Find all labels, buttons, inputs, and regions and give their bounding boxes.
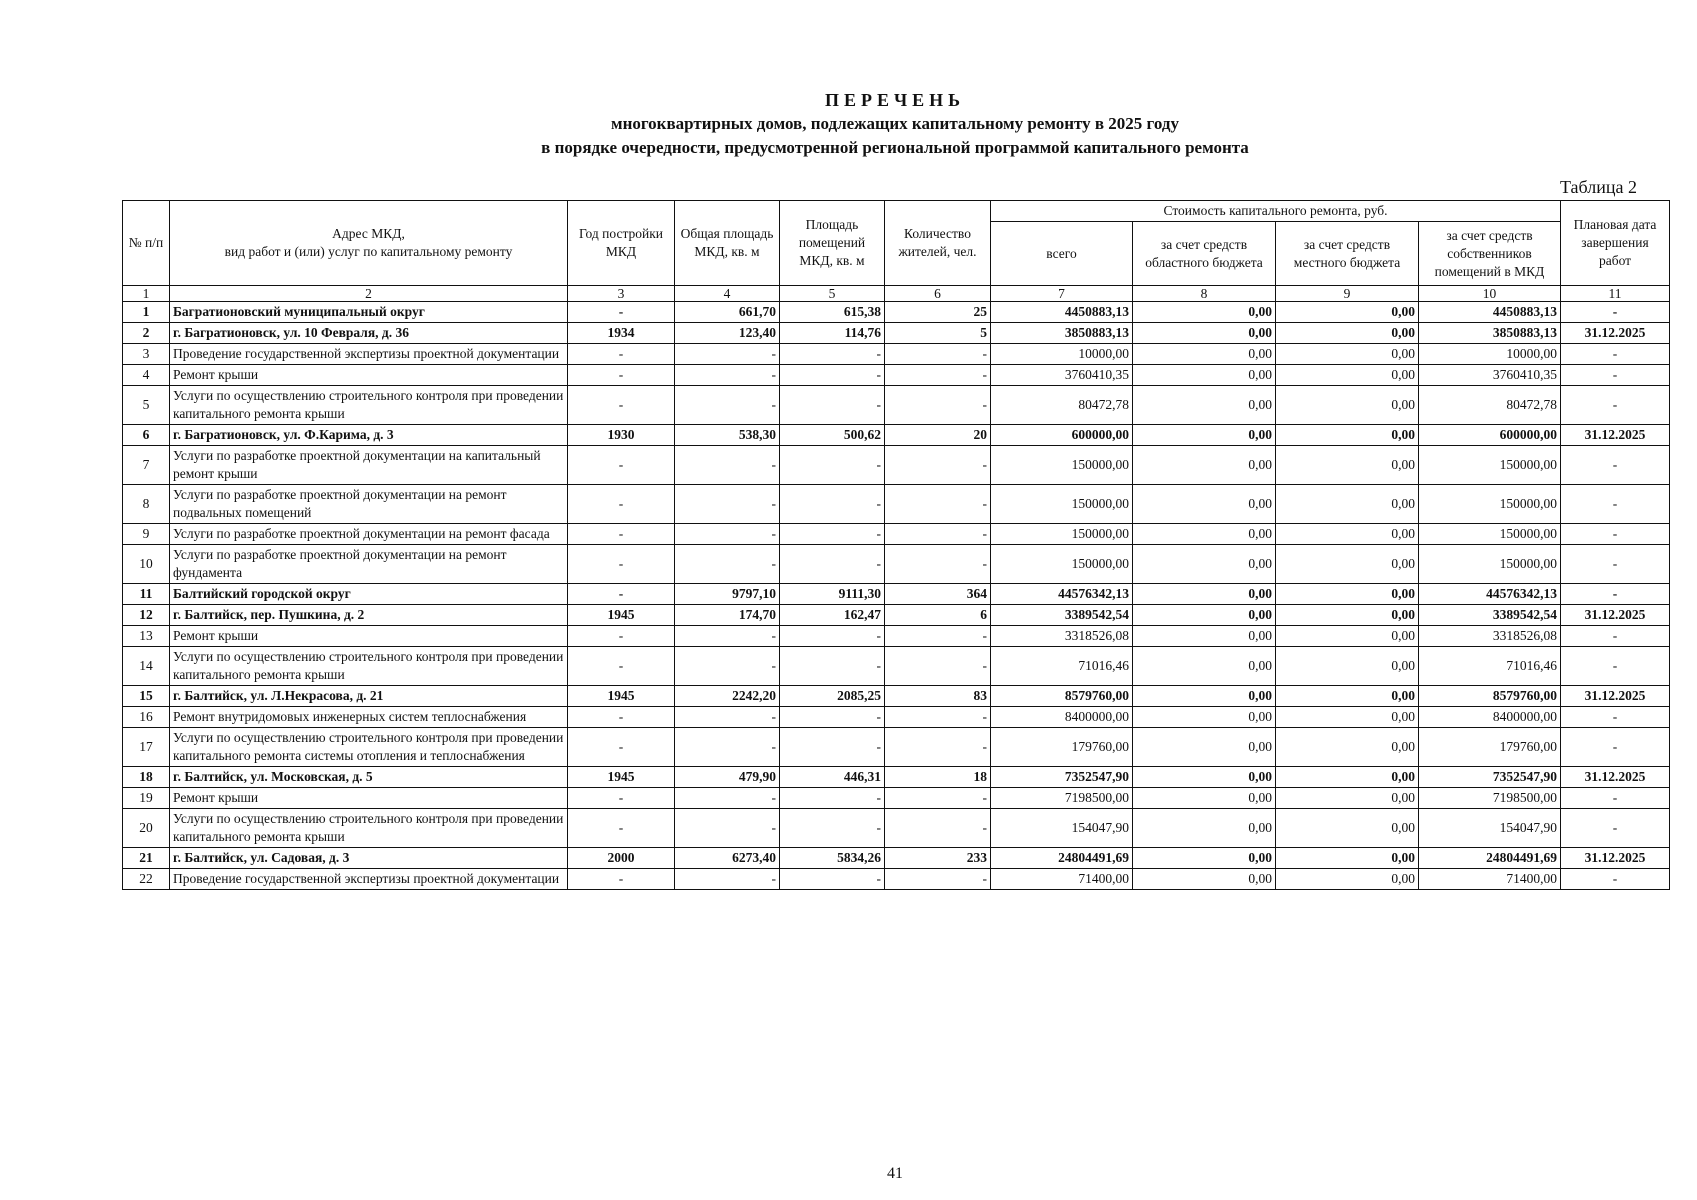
row-number: 12: [123, 605, 170, 626]
planned-date-cell: -: [1561, 302, 1670, 323]
header-premises-area: Площадь помещений МКД, кв. м: [780, 201, 885, 286]
premises-area-cell: -: [780, 344, 885, 365]
local-cost-cell: 0,00: [1276, 446, 1419, 485]
table-label: Таблица 2: [1560, 177, 1637, 197]
planned-date-cell: -: [1561, 386, 1670, 425]
total-cost-cell: 150000,00: [991, 485, 1133, 524]
regional-cost-cell: 0,00: [1133, 809, 1276, 848]
year-cell: 2000: [568, 848, 675, 869]
table-row: [123, 425, 1670, 446]
year-cell: 1945: [568, 605, 675, 626]
total-cost-cell: 154047,90: [991, 809, 1133, 848]
total-cost-cell: 80472,78: [991, 386, 1133, 425]
row-number: 18: [123, 767, 170, 788]
column-number: 11: [1561, 286, 1670, 302]
row-number: 16: [123, 707, 170, 728]
residents-cell: -: [885, 344, 991, 365]
table-header: [123, 201, 1670, 302]
regional-cost-cell: 0,00: [1133, 386, 1276, 425]
local-cost-cell: 0,00: [1276, 788, 1419, 809]
regional-cost-cell: 0,00: [1133, 728, 1276, 767]
local-cost-cell: 0,00: [1276, 386, 1419, 425]
total-area-cell: -: [675, 626, 780, 647]
regional-cost-cell: 0,00: [1133, 626, 1276, 647]
premises-area-cell: -: [780, 869, 885, 890]
premises-area-cell: -: [780, 386, 885, 425]
planned-date-cell: 31.12.2025: [1561, 605, 1670, 626]
year-cell: -: [568, 584, 675, 605]
regional-cost-cell: 0,00: [1133, 848, 1276, 869]
total-cost-cell: 71400,00: [991, 869, 1133, 890]
address-cell: Услуги по осуществлению строительного контроля при проведении капитального ремонта системы отопления и теплоснабжения: [170, 728, 568, 767]
address-cell: г. Балтийск, ул. Садовая, д. 3: [170, 848, 568, 869]
total-cost-cell: 7352547,90: [991, 767, 1133, 788]
total-area-cell: 6273,40: [675, 848, 780, 869]
local-cost-cell: 0,00: [1276, 809, 1419, 848]
owners-cost-cell: 150000,00: [1419, 485, 1561, 524]
local-cost-cell: 0,00: [1276, 545, 1419, 584]
total-cost-cell: 44576342,13: [991, 584, 1133, 605]
premises-area-cell: 446,31: [780, 767, 885, 788]
local-cost-cell: 0,00: [1276, 485, 1419, 524]
total-cost-cell: 600000,00: [991, 425, 1133, 446]
total-area-cell: -: [675, 809, 780, 848]
total-area-cell: 538,30: [675, 425, 780, 446]
column-number: 3: [568, 286, 675, 302]
table-row: [123, 485, 1670, 524]
row-number: 13: [123, 626, 170, 647]
owners-cost-cell: 8400000,00: [1419, 707, 1561, 728]
row-number: 10: [123, 545, 170, 584]
document-title: [0, 88, 1697, 160]
row-number: 2: [123, 323, 170, 344]
owners-cost-cell: 7352547,90: [1419, 767, 1561, 788]
row-number: 1: [123, 302, 170, 323]
address-cell: Услуги по осуществлению строительного контроля при проведении капитального ремонта крыши: [170, 809, 568, 848]
owners-cost-cell: 150000,00: [1419, 545, 1561, 584]
residents-cell: -: [885, 707, 991, 728]
address-cell: Ремонт крыши: [170, 365, 568, 386]
local-cost-cell: 0,00: [1276, 323, 1419, 344]
column-number-row: [123, 286, 1670, 302]
total-area-cell: 661,70: [675, 302, 780, 323]
premises-area-cell: -: [780, 446, 885, 485]
address-cell: Проведение государственной экспертизы проектной документации: [170, 869, 568, 890]
column-number: 5: [780, 286, 885, 302]
owners-cost-cell: 179760,00: [1419, 728, 1561, 767]
planned-date-cell: -: [1561, 647, 1670, 686]
residents-cell: 83: [885, 686, 991, 707]
row-number: 20: [123, 809, 170, 848]
header-residents: Количество жителей, чел.: [885, 201, 991, 286]
premises-area-cell: -: [780, 545, 885, 584]
year-cell: -: [568, 344, 675, 365]
year-cell: -: [568, 707, 675, 728]
regional-cost-cell: 0,00: [1133, 707, 1276, 728]
premises-area-cell: 2085,25: [780, 686, 885, 707]
total-area-cell: -: [675, 365, 780, 386]
residents-cell: 364: [885, 584, 991, 605]
total-area-cell: -: [675, 869, 780, 890]
table-row: [123, 767, 1670, 788]
residents-cell: 25: [885, 302, 991, 323]
total-cost-cell: 71016,46: [991, 647, 1133, 686]
row-number: 14: [123, 647, 170, 686]
address-cell: Услуги по осуществлению строительного контроля при проведении капитального ремонта крыши: [170, 647, 568, 686]
row-number: 21: [123, 848, 170, 869]
row-number: 7: [123, 446, 170, 485]
owners-cost-cell: 3318526,08: [1419, 626, 1561, 647]
total-cost-cell: 3760410,35: [991, 365, 1133, 386]
total-area-cell: -: [675, 386, 780, 425]
regional-cost-cell: 0,00: [1133, 545, 1276, 584]
table-row: [123, 584, 1670, 605]
year-cell: -: [568, 869, 675, 890]
residents-cell: 20: [885, 425, 991, 446]
header-regional: за счет средств областного бюджета: [1133, 222, 1276, 286]
regional-cost-cell: 0,00: [1133, 767, 1276, 788]
residents-cell: -: [885, 869, 991, 890]
total-cost-cell: 3318526,08: [991, 626, 1133, 647]
premises-area-cell: -: [780, 728, 885, 767]
total-area-cell: -: [675, 728, 780, 767]
planned-date-cell: 31.12.2025: [1561, 767, 1670, 788]
planned-date-cell: 31.12.2025: [1561, 848, 1670, 869]
premises-area-cell: -: [780, 485, 885, 524]
total-area-cell: 479,90: [675, 767, 780, 788]
regional-cost-cell: 0,00: [1133, 365, 1276, 386]
address-cell: Услуги по осуществлению строительного контроля при проведении капитального ремонта крыши: [170, 386, 568, 425]
total-area-cell: 174,70: [675, 605, 780, 626]
address-cell: Проведение государственной экспертизы проектной документации: [170, 344, 568, 365]
table-row: [123, 626, 1670, 647]
premises-area-cell: -: [780, 524, 885, 545]
local-cost-cell: 0,00: [1276, 767, 1419, 788]
total-cost-cell: 150000,00: [991, 446, 1133, 485]
total-cost-cell: 8579760,00: [991, 686, 1133, 707]
total-cost-cell: 24804491,69: [991, 848, 1133, 869]
address-cell: г. Багратионовск, ул. Ф.Карима, д. 3: [170, 425, 568, 446]
page-number: 41: [887, 1165, 903, 1182]
premises-area-cell: -: [780, 707, 885, 728]
regional-cost-cell: 0,00: [1133, 302, 1276, 323]
total-area-cell: 9797,10: [675, 584, 780, 605]
total-area-cell: 2242,20: [675, 686, 780, 707]
planned-date-cell: 31.12.2025: [1561, 686, 1670, 707]
table-row: [123, 524, 1670, 545]
total-cost-cell: 179760,00: [991, 728, 1133, 767]
premises-area-cell: 9111,30: [780, 584, 885, 605]
local-cost-cell: 0,00: [1276, 686, 1419, 707]
column-number: 10: [1419, 286, 1561, 302]
residents-cell: -: [885, 809, 991, 848]
local-cost-cell: 0,00: [1276, 425, 1419, 446]
regional-cost-cell: 0,00: [1133, 788, 1276, 809]
table-row: [123, 545, 1670, 584]
column-number: 1: [123, 286, 170, 302]
residents-cell: -: [885, 386, 991, 425]
year-cell: 1945: [568, 767, 675, 788]
column-number: 2: [170, 286, 568, 302]
address-cell: Ремонт крыши: [170, 626, 568, 647]
total-area-cell: -: [675, 344, 780, 365]
year-cell: -: [568, 728, 675, 767]
residents-cell: -: [885, 788, 991, 809]
owners-cost-cell: 80472,78: [1419, 386, 1561, 425]
local-cost-cell: 0,00: [1276, 848, 1419, 869]
residents-cell: -: [885, 626, 991, 647]
total-cost-cell: 150000,00: [991, 545, 1133, 584]
premises-area-cell: -: [780, 365, 885, 386]
planned-date-cell: 31.12.2025: [1561, 323, 1670, 344]
total-cost-cell: 150000,00: [991, 524, 1133, 545]
owners-cost-cell: 3760410,35: [1419, 365, 1561, 386]
year-cell: 1934: [568, 323, 675, 344]
address-cell: Ремонт внутридомовых инженерных систем теплоснабжения: [170, 707, 568, 728]
planned-date-cell: 31.12.2025: [1561, 425, 1670, 446]
header-total-area: Общая площадь МКД, кв. м: [675, 201, 780, 286]
header-cost-group: Стоимость капитального ремонта, руб.: [991, 201, 1561, 222]
column-number: 7: [991, 286, 1133, 302]
local-cost-cell: 0,00: [1276, 524, 1419, 545]
year-cell: -: [568, 788, 675, 809]
residents-cell: -: [885, 485, 991, 524]
total-cost-cell: 7198500,00: [991, 788, 1133, 809]
total-cost-cell: 3850883,13: [991, 323, 1133, 344]
total-cost-cell: 10000,00: [991, 344, 1133, 365]
header-num: № п/п: [123, 201, 170, 286]
residents-cell: 5: [885, 323, 991, 344]
residents-cell: -: [885, 446, 991, 485]
local-cost-cell: 0,00: [1276, 344, 1419, 365]
total-area-cell: -: [675, 707, 780, 728]
address-cell: Услуги по разработке проектной документации на ремонт подвальных помещений: [170, 485, 568, 524]
owners-cost-cell: 150000,00: [1419, 446, 1561, 485]
total-area-cell: -: [675, 647, 780, 686]
table-row: [123, 788, 1670, 809]
table-row: [123, 686, 1670, 707]
total-area-cell: -: [675, 524, 780, 545]
address-cell: Услуги по разработке проектной документации на ремонт фасада: [170, 524, 568, 545]
row-number: 5: [123, 386, 170, 425]
premises-area-cell: 500,62: [780, 425, 885, 446]
address-cell: Балтийский городской округ: [170, 584, 568, 605]
regional-cost-cell: 0,00: [1133, 323, 1276, 344]
table-row: [123, 605, 1670, 626]
residents-cell: 18: [885, 767, 991, 788]
local-cost-cell: 0,00: [1276, 728, 1419, 767]
address-cell: г. Балтийск, ул. Московская, д. 5: [170, 767, 568, 788]
year-cell: 1945: [568, 686, 675, 707]
header-owners: за счет средств собственников помещений в МКД: [1419, 222, 1561, 286]
local-cost-cell: 0,00: [1276, 647, 1419, 686]
owners-cost-cell: 44576342,13: [1419, 584, 1561, 605]
regional-cost-cell: 0,00: [1133, 446, 1276, 485]
table-row: [123, 302, 1670, 323]
year-cell: -: [568, 365, 675, 386]
regional-cost-cell: 0,00: [1133, 485, 1276, 524]
address-cell: Услуги по разработке проектной документации на ремонт фундамента: [170, 545, 568, 584]
year-cell: -: [568, 545, 675, 584]
table-row: [123, 386, 1670, 425]
regional-cost-cell: 0,00: [1133, 869, 1276, 890]
total-cost-cell: 3389542,54: [991, 605, 1133, 626]
residents-cell: -: [885, 647, 991, 686]
planned-date-cell: -: [1561, 485, 1670, 524]
row-number: 17: [123, 728, 170, 767]
local-cost-cell: 0,00: [1276, 869, 1419, 890]
planned-date-cell: -: [1561, 809, 1670, 848]
planned-date-cell: -: [1561, 728, 1670, 767]
table-row: [123, 809, 1670, 848]
owners-cost-cell: 3850883,13: [1419, 323, 1561, 344]
owners-cost-cell: 8579760,00: [1419, 686, 1561, 707]
planned-date-cell: -: [1561, 446, 1670, 485]
address-cell: г. Балтийск, пер. Пушкина, д. 2: [170, 605, 568, 626]
header-local: за счет средств местного бюджета: [1276, 222, 1419, 286]
title-main: ПЕРЕЧЕНЬ: [824, 90, 966, 110]
premises-area-cell: 162,47: [780, 605, 885, 626]
row-number: 11: [123, 584, 170, 605]
local-cost-cell: 0,00: [1276, 707, 1419, 728]
premises-area-cell: -: [780, 647, 885, 686]
table-row: [123, 365, 1670, 386]
planned-date-cell: -: [1561, 869, 1670, 890]
total-cost-cell: 8400000,00: [991, 707, 1133, 728]
premises-area-cell: -: [780, 788, 885, 809]
owners-cost-cell: 71400,00: [1419, 869, 1561, 890]
owners-cost-cell: 154047,90: [1419, 809, 1561, 848]
year-cell: -: [568, 647, 675, 686]
repair-list-table: [122, 200, 1670, 890]
column-number: 8: [1133, 286, 1276, 302]
row-number: 15: [123, 686, 170, 707]
table-body: [123, 302, 1670, 890]
address-cell: г. Багратионовск, ул. 10 Февраля, д. 36: [170, 323, 568, 344]
table-row: [123, 647, 1670, 686]
header-year: Год постройки МКД: [568, 201, 675, 286]
regional-cost-cell: 0,00: [1133, 344, 1276, 365]
table-row: [123, 707, 1670, 728]
owners-cost-cell: 4450883,13: [1419, 302, 1561, 323]
local-cost-cell: 0,00: [1276, 302, 1419, 323]
row-number: 8: [123, 485, 170, 524]
local-cost-cell: 0,00: [1276, 584, 1419, 605]
residents-cell: 233: [885, 848, 991, 869]
year-cell: -: [568, 446, 675, 485]
title-line-2: в порядке очередности, предусмотренной региональной программой капитального ремонта: [541, 138, 1249, 157]
planned-date-cell: -: [1561, 707, 1670, 728]
planned-date-cell: -: [1561, 584, 1670, 605]
year-cell: -: [568, 302, 675, 323]
owners-cost-cell: 71016,46: [1419, 647, 1561, 686]
year-cell: -: [568, 485, 675, 524]
premises-area-cell: 114,76: [780, 323, 885, 344]
address-cell: Багратионовский муниципальный округ: [170, 302, 568, 323]
table-row: [123, 344, 1670, 365]
local-cost-cell: 0,00: [1276, 605, 1419, 626]
local-cost-cell: 0,00: [1276, 365, 1419, 386]
total-cost-cell: 4450883,13: [991, 302, 1133, 323]
row-number: 9: [123, 524, 170, 545]
residents-cell: -: [885, 728, 991, 767]
year-cell: -: [568, 626, 675, 647]
column-number: 6: [885, 286, 991, 302]
table-row: [123, 728, 1670, 767]
address-cell: Ремонт крыши: [170, 788, 568, 809]
planned-date-cell: -: [1561, 344, 1670, 365]
owners-cost-cell: 150000,00: [1419, 524, 1561, 545]
row-number: 6: [123, 425, 170, 446]
regional-cost-cell: 0,00: [1133, 605, 1276, 626]
total-area-cell: -: [675, 545, 780, 584]
residents-cell: -: [885, 365, 991, 386]
owners-cost-cell: 3389542,54: [1419, 605, 1561, 626]
table-row: [123, 848, 1670, 869]
local-cost-cell: 0,00: [1276, 626, 1419, 647]
row-number: 19: [123, 788, 170, 809]
owners-cost-cell: 10000,00: [1419, 344, 1561, 365]
year-cell: -: [568, 386, 675, 425]
premises-area-cell: -: [780, 626, 885, 647]
regional-cost-cell: 0,00: [1133, 584, 1276, 605]
planned-date-cell: -: [1561, 524, 1670, 545]
regional-cost-cell: 0,00: [1133, 524, 1276, 545]
address-cell: г. Балтийск, ул. Л.Некрасова, д. 21: [170, 686, 568, 707]
row-number: 3: [123, 344, 170, 365]
header-total: всего: [991, 222, 1133, 286]
column-number: 4: [675, 286, 780, 302]
residents-cell: 6: [885, 605, 991, 626]
row-number: 22: [123, 869, 170, 890]
regional-cost-cell: 0,00: [1133, 647, 1276, 686]
title-line-1: многоквартирных домов, подлежащих капитальному ремонту в 2025 году: [611, 114, 1179, 133]
planned-date-cell: -: [1561, 788, 1670, 809]
premises-area-cell: 615,38: [780, 302, 885, 323]
year-cell: 1930: [568, 425, 675, 446]
address-cell: Услуги по разработке проектной документации на капитальный ремонт крыши: [170, 446, 568, 485]
table-row: [123, 446, 1670, 485]
regional-cost-cell: 0,00: [1133, 686, 1276, 707]
total-area-cell: 123,40: [675, 323, 780, 344]
header-address: Адрес МКД, вид работ и (или) услуг по капитальному ремонту: [170, 201, 568, 286]
header-planned-date: Плановая дата завершения работ: [1561, 201, 1670, 286]
premises-area-cell: 5834,26: [780, 848, 885, 869]
owners-cost-cell: 7198500,00: [1419, 788, 1561, 809]
column-number: 9: [1276, 286, 1419, 302]
planned-date-cell: -: [1561, 626, 1670, 647]
total-area-cell: -: [675, 788, 780, 809]
year-cell: -: [568, 524, 675, 545]
owners-cost-cell: 600000,00: [1419, 425, 1561, 446]
total-area-cell: -: [675, 446, 780, 485]
premises-area-cell: -: [780, 809, 885, 848]
regional-cost-cell: 0,00: [1133, 425, 1276, 446]
table-row: [123, 323, 1670, 344]
table-row: [123, 869, 1670, 890]
residents-cell: -: [885, 545, 991, 584]
total-area-cell: -: [675, 485, 780, 524]
residents-cell: -: [885, 524, 991, 545]
planned-date-cell: -: [1561, 365, 1670, 386]
planned-date-cell: -: [1561, 545, 1670, 584]
row-number: 4: [123, 365, 170, 386]
owners-cost-cell: 24804491,69: [1419, 848, 1561, 869]
year-cell: -: [568, 809, 675, 848]
